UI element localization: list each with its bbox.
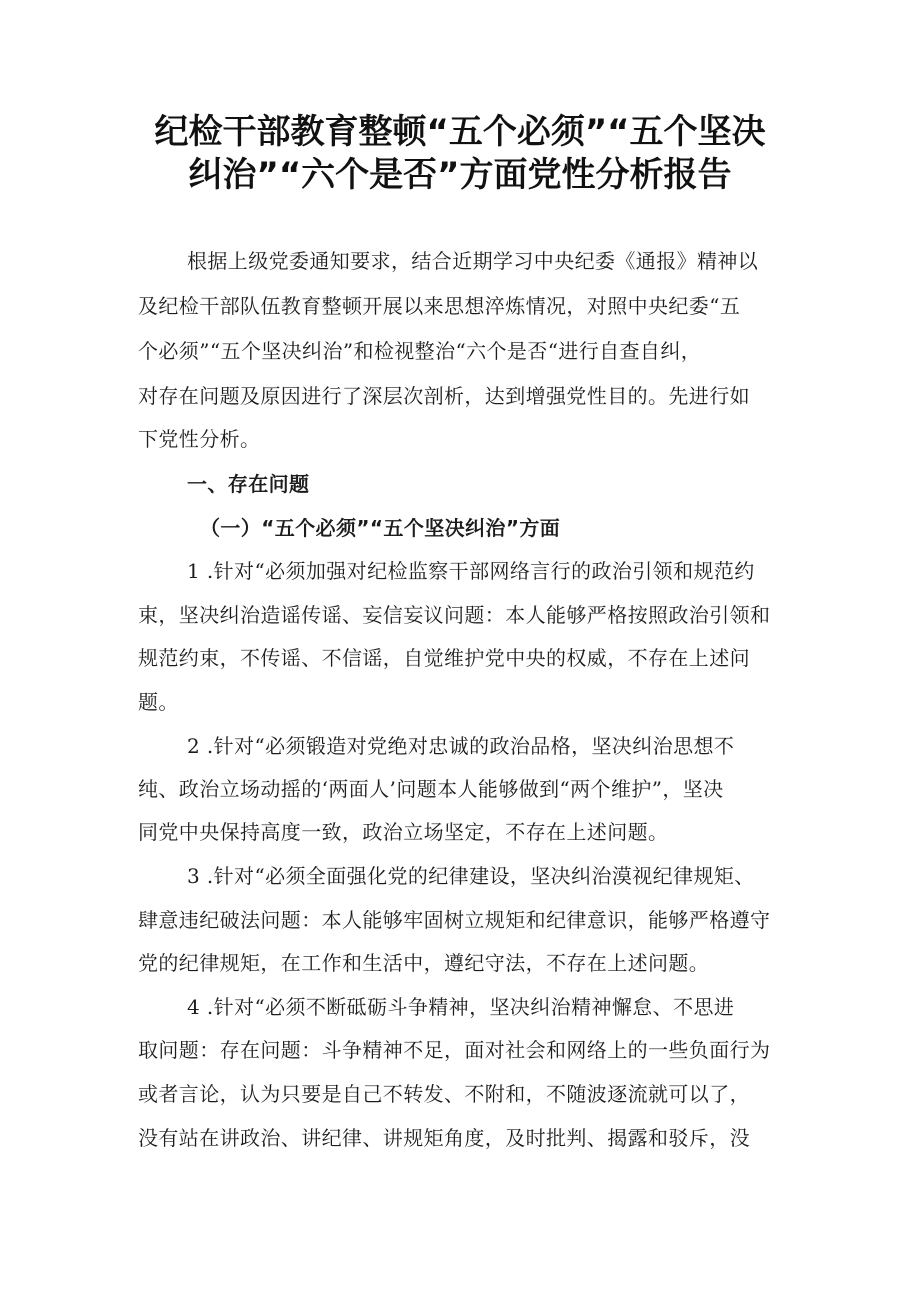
item2-line-2: 纯、政治立场动摇的‘两面人’问题本人能够做到“两个维护”，坚决 [138,777,724,801]
item1-line-3: 规范约束，不传谣、不信谣，自觉维护党中央的权威，不存在上述问 [138,646,750,670]
section-heading: 一、存在问题 [187,472,310,496]
item1-line-1: 1 .针对“必须加强对纪检监察干部网络言行的政治引领和规范约 [187,559,755,583]
item1-line-2: 束，坚决纠治造谣传谣、妄信妄议问题：本人能够严格按照政治引领和 [138,603,771,627]
item4-line-3: 或者言论，认为只要是自己不转发、不附和，不随波逐流就可以了， [138,1082,750,1106]
item4-line-2: 取问题：存在问题：斗争精神不足，面对社会和网络上的一些负面行为 [138,1038,771,1062]
item4-line-1: 4 .针对“必须不断砥砺斗争精神，坚决纠治精神懈怠、不思进 [187,995,735,1019]
intro-line-1: 根据上级党委通知要求，结合近期学习中央纪委《通报》精神以 [187,249,759,273]
intro-line-4: 对存在问题及原因进行了深层次剖析，达到增强党性目的。先进行如 [138,384,750,408]
item2-line-1: 2 .针对“必须锻造对党绝对忠诚的政治品格，坚决纠治思想不 [187,734,735,758]
document-title-line-2: 纠治”“六个是否”方面党性分析报告 [188,155,732,195]
item1-line-4: 题。 [138,690,179,714]
document-title-line-1: 纪检干部教育整顿“五个必须”“五个坚决 [154,112,766,152]
intro-line-2: 及纪检干部队伍教育整顿开展以来思想淬炼情况，对照中央纪委“五 [138,294,741,318]
subsection-heading: （一）“五个必须”“五个坚决纠治”方面 [200,516,561,540]
intro-line-3: 个必须”“五个坚决纠治”和检视整治“六个是否“进行自查自纠， [138,339,702,363]
item4-line-4: 没有站在讲政治、讲纪律、讲规矩角度，及时批判、揭露和驳斥，没 [138,1126,750,1150]
intro-line-5: 下党性分析。 [138,427,261,451]
item2-line-3: 同党中央保持高度一致，政治立场坚定，不存在上述问题。 [138,820,669,844]
item3-line-3: 党的纪律规矩，在工作和生活中，遵纪守法，不存在上述问题。 [138,951,710,975]
item3-line-2: 肆意违纪破法问题：本人能够牢固树立规矩和纪律意识，能够严格遵守 [138,908,771,932]
item3-line-1: 3 .针对“必须全面强化党的纪律建设，坚决纠治漠视纪律规矩、 [187,864,755,888]
